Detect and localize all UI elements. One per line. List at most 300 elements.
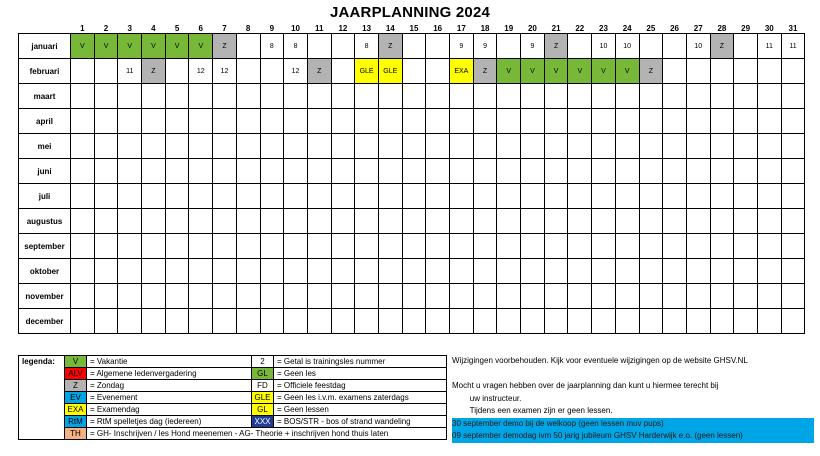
day-cell bbox=[236, 134, 260, 159]
day-cell bbox=[213, 84, 237, 109]
day-cell bbox=[473, 184, 497, 209]
legend-text: = Examendag bbox=[87, 404, 252, 416]
day-cell: V bbox=[165, 34, 189, 59]
day-cell bbox=[568, 309, 592, 334]
day-cell bbox=[544, 234, 568, 259]
month-label: mei bbox=[19, 134, 71, 159]
day-cell bbox=[781, 159, 805, 184]
day-cell bbox=[236, 34, 260, 59]
day-cell bbox=[734, 234, 758, 259]
day-cell bbox=[686, 209, 710, 234]
day-cell bbox=[473, 84, 497, 109]
day-header: 9 bbox=[269, 23, 275, 33]
day-cell bbox=[615, 209, 639, 234]
day-cell bbox=[378, 209, 402, 234]
day-cell bbox=[757, 134, 781, 159]
day-cell bbox=[521, 159, 545, 184]
day-header: 26 bbox=[670, 23, 679, 33]
day-cell bbox=[307, 259, 331, 284]
day-cell bbox=[71, 84, 95, 109]
day-cell bbox=[544, 259, 568, 284]
day-cell bbox=[781, 84, 805, 109]
day-header: 25 bbox=[646, 23, 656, 33]
day-cell bbox=[165, 159, 189, 184]
day-cell bbox=[378, 284, 402, 309]
day-cell bbox=[260, 84, 284, 109]
day-cell bbox=[189, 309, 213, 334]
day-cell: EXA bbox=[450, 59, 474, 84]
day-cell bbox=[521, 134, 545, 159]
info-note: Mocht u vragen hebben over de jaarplanning dan kunt u hiermee terecht bij bbox=[452, 381, 719, 390]
day-cell bbox=[710, 109, 734, 134]
legend-code: ALV bbox=[65, 368, 87, 380]
day-cell bbox=[142, 309, 166, 334]
day-cell: 11 bbox=[757, 34, 781, 59]
info-note: Tijdens een examen zijn er geen lessen. bbox=[452, 406, 613, 415]
day-cell bbox=[189, 234, 213, 259]
day-cell bbox=[568, 234, 592, 259]
day-header: 1 bbox=[80, 23, 85, 33]
day-cell bbox=[592, 259, 616, 284]
day-cell bbox=[568, 284, 592, 309]
day-cell bbox=[402, 109, 426, 134]
day-cell bbox=[165, 59, 189, 84]
legend-text: = Getal is trainingsles nummer bbox=[274, 356, 447, 368]
day-cell: Z bbox=[213, 34, 237, 59]
day-cell bbox=[663, 134, 687, 159]
day-cell bbox=[497, 184, 521, 209]
day-cell bbox=[213, 134, 237, 159]
day-cell bbox=[686, 184, 710, 209]
day-cell: V bbox=[497, 59, 521, 84]
day-cell: V bbox=[94, 34, 118, 59]
day-cell bbox=[592, 184, 616, 209]
day-cell bbox=[94, 284, 118, 309]
day-cell bbox=[378, 159, 402, 184]
legend-text: = Evenement bbox=[87, 392, 252, 404]
legend-code: GL bbox=[252, 404, 274, 416]
day-cell bbox=[307, 184, 331, 209]
day-cell bbox=[142, 284, 166, 309]
day-cell bbox=[734, 309, 758, 334]
day-cell: Z bbox=[639, 59, 663, 84]
day-cell bbox=[189, 259, 213, 284]
day-header: 10 bbox=[291, 23, 300, 33]
day-cell bbox=[355, 134, 379, 159]
day-cell bbox=[568, 209, 592, 234]
day-cell bbox=[592, 109, 616, 134]
day-cell bbox=[284, 184, 308, 209]
day-cell bbox=[639, 259, 663, 284]
day-cell bbox=[615, 159, 639, 184]
month-row-februari bbox=[19, 59, 805, 84]
day-cell bbox=[94, 309, 118, 334]
day-cell bbox=[260, 184, 284, 209]
month-label: september bbox=[19, 234, 71, 259]
day-cell bbox=[521, 84, 545, 109]
day-cell bbox=[568, 134, 592, 159]
day-cell bbox=[663, 34, 687, 59]
month-row-oktober bbox=[19, 259, 805, 284]
day-cell: 9 bbox=[521, 34, 545, 59]
day-cell bbox=[402, 284, 426, 309]
day-header: 21 bbox=[551, 23, 561, 33]
day-cell bbox=[142, 234, 166, 259]
day-cell bbox=[710, 184, 734, 209]
day-cell bbox=[710, 209, 734, 234]
legend-code: EV bbox=[65, 392, 87, 404]
day-cell bbox=[450, 284, 474, 309]
day-cell bbox=[473, 284, 497, 309]
day-cell bbox=[663, 209, 687, 234]
day-cell bbox=[307, 209, 331, 234]
day-cell bbox=[378, 259, 402, 284]
day-cell bbox=[378, 234, 402, 259]
day-cell bbox=[142, 184, 166, 209]
day-cell bbox=[284, 234, 308, 259]
day-cell bbox=[307, 284, 331, 309]
legend-text: = Geen les i.v.m. examens zaterdags bbox=[274, 392, 447, 404]
day-header: 7 bbox=[222, 23, 227, 33]
day-cell bbox=[284, 109, 308, 134]
day-cell bbox=[450, 159, 474, 184]
announcement-note: 30 september demo bij de welkoop (geen lessen muv pups) bbox=[452, 418, 814, 431]
day-cell bbox=[615, 259, 639, 284]
month-row-november bbox=[19, 284, 805, 309]
month-label: februari bbox=[19, 59, 71, 84]
day-cell bbox=[118, 234, 142, 259]
day-cell bbox=[544, 84, 568, 109]
day-cell bbox=[568, 184, 592, 209]
legend-row bbox=[19, 392, 447, 404]
day-cell bbox=[639, 209, 663, 234]
day-cell bbox=[142, 259, 166, 284]
day-cell bbox=[307, 159, 331, 184]
day-cell bbox=[426, 184, 450, 209]
day-cell bbox=[402, 84, 426, 109]
legend-text: = Geen lessen bbox=[274, 404, 447, 416]
day-cell bbox=[331, 209, 355, 234]
day-cell bbox=[236, 84, 260, 109]
legend-row bbox=[19, 356, 447, 368]
day-cell bbox=[355, 184, 379, 209]
day-cell bbox=[615, 309, 639, 334]
day-cell bbox=[165, 134, 189, 159]
day-cell bbox=[189, 159, 213, 184]
day-cell bbox=[568, 159, 592, 184]
month-row-juli bbox=[19, 184, 805, 209]
day-cell bbox=[757, 109, 781, 134]
legend-code: EXA bbox=[65, 404, 87, 416]
day-cell bbox=[757, 309, 781, 334]
day-cell bbox=[260, 259, 284, 284]
day-cell bbox=[686, 84, 710, 109]
day-cell bbox=[615, 184, 639, 209]
day-header: 18 bbox=[480, 23, 490, 33]
day-cell bbox=[473, 134, 497, 159]
day-cell bbox=[426, 34, 450, 59]
legend-spacer bbox=[19, 404, 65, 416]
day-cell bbox=[592, 134, 616, 159]
day-cell bbox=[521, 234, 545, 259]
day-cell bbox=[355, 259, 379, 284]
day-cell bbox=[94, 234, 118, 259]
legend-row bbox=[19, 380, 447, 392]
day-cell bbox=[615, 134, 639, 159]
day-cell bbox=[426, 259, 450, 284]
day-cell: 12 bbox=[284, 59, 308, 84]
day-cell bbox=[592, 159, 616, 184]
day-cell bbox=[450, 259, 474, 284]
day-cell bbox=[284, 134, 308, 159]
day-cell bbox=[118, 159, 142, 184]
day-cell bbox=[426, 209, 450, 234]
day-cell bbox=[497, 134, 521, 159]
day-cell bbox=[94, 184, 118, 209]
day-cell bbox=[307, 84, 331, 109]
day-cell bbox=[165, 209, 189, 234]
day-cell bbox=[331, 59, 355, 84]
month-row-april bbox=[19, 109, 805, 134]
day-cell bbox=[663, 109, 687, 134]
day-cell bbox=[402, 259, 426, 284]
day-cell bbox=[426, 134, 450, 159]
month-row-mei bbox=[19, 134, 805, 159]
day-cell bbox=[355, 209, 379, 234]
day-cell bbox=[734, 259, 758, 284]
day-cell bbox=[521, 259, 545, 284]
day-cell bbox=[757, 59, 781, 84]
day-header: 22 bbox=[575, 23, 585, 33]
month-label: maart bbox=[19, 84, 71, 109]
day-cell bbox=[521, 309, 545, 334]
day-header: 2 bbox=[103, 23, 109, 33]
day-cell bbox=[592, 309, 616, 334]
day-cell bbox=[615, 84, 639, 109]
day-header: 15 bbox=[409, 23, 419, 33]
day-cell bbox=[521, 109, 545, 134]
day-cell bbox=[781, 259, 805, 284]
day-cell bbox=[781, 209, 805, 234]
day-cell bbox=[236, 209, 260, 234]
day-cell bbox=[686, 109, 710, 134]
legend-row bbox=[19, 368, 447, 380]
day-cell bbox=[710, 234, 734, 259]
day-header: 20 bbox=[527, 23, 537, 33]
day-cell: GLE bbox=[355, 59, 379, 84]
day-cell bbox=[663, 159, 687, 184]
day-cell: V bbox=[592, 59, 616, 84]
day-cell bbox=[757, 84, 781, 109]
day-cell bbox=[71, 59, 95, 84]
legend-spacer bbox=[19, 392, 65, 404]
day-header: 6 bbox=[198, 23, 203, 33]
day-cell bbox=[331, 34, 355, 59]
day-cell bbox=[331, 234, 355, 259]
day-cell bbox=[734, 134, 758, 159]
day-cell bbox=[118, 309, 142, 334]
info-note: Wijzigingen voorbehouden. Kijk voor eventuele wijzigingen op de website GHSV.NL bbox=[452, 356, 748, 365]
day-cell: V bbox=[544, 59, 568, 84]
day-cell bbox=[71, 134, 95, 159]
day-cell bbox=[260, 159, 284, 184]
day-cell bbox=[686, 159, 710, 184]
day-header: 31 bbox=[788, 23, 798, 33]
day-cell bbox=[426, 109, 450, 134]
day-cell: GLE bbox=[378, 59, 402, 84]
day-cell bbox=[355, 234, 379, 259]
legend-text: = Geen les bbox=[274, 368, 447, 380]
day-cell bbox=[213, 184, 237, 209]
day-cell bbox=[497, 309, 521, 334]
day-cell bbox=[331, 134, 355, 159]
day-cell bbox=[331, 109, 355, 134]
day-cell bbox=[663, 259, 687, 284]
month-label: augustus bbox=[19, 209, 71, 234]
legend-code: RtM bbox=[65, 416, 87, 428]
day-cell bbox=[118, 209, 142, 234]
day-cell bbox=[94, 209, 118, 234]
legend-label: legenda: bbox=[19, 356, 65, 368]
day-cell bbox=[710, 134, 734, 159]
day-cell bbox=[118, 84, 142, 109]
day-cell bbox=[355, 284, 379, 309]
day-cell bbox=[307, 134, 331, 159]
day-cell bbox=[71, 309, 95, 334]
day-header: 5 bbox=[174, 23, 180, 33]
day-cell bbox=[307, 309, 331, 334]
day-cell bbox=[663, 184, 687, 209]
legend-code: XXX bbox=[252, 416, 274, 428]
legend-row bbox=[19, 404, 447, 416]
day-cell bbox=[639, 109, 663, 134]
day-cell bbox=[663, 84, 687, 109]
day-cell: Z bbox=[473, 59, 497, 84]
day-cell bbox=[189, 209, 213, 234]
day-cell: 12 bbox=[213, 59, 237, 84]
day-cell bbox=[284, 309, 308, 334]
day-header: 4 bbox=[151, 23, 156, 33]
day-cell bbox=[757, 284, 781, 309]
day-cell bbox=[639, 309, 663, 334]
day-cell bbox=[639, 159, 663, 184]
legend-table bbox=[18, 355, 447, 440]
legend-code: GLE bbox=[252, 392, 274, 404]
day-cell bbox=[71, 109, 95, 134]
legend-code: GL bbox=[252, 368, 274, 380]
day-cell bbox=[710, 159, 734, 184]
day-cell bbox=[615, 284, 639, 309]
day-cell bbox=[118, 109, 142, 134]
info-note: uw instructeur. bbox=[452, 393, 522, 403]
day-cell bbox=[94, 134, 118, 159]
day-cell bbox=[734, 34, 758, 59]
day-cell bbox=[307, 234, 331, 259]
day-cell bbox=[260, 109, 284, 134]
legend-row bbox=[19, 428, 447, 440]
day-cell bbox=[615, 109, 639, 134]
day-cell: 8 bbox=[284, 34, 308, 59]
day-cell bbox=[260, 209, 284, 234]
day-cell bbox=[165, 259, 189, 284]
day-cell bbox=[165, 184, 189, 209]
day-cell bbox=[734, 284, 758, 309]
day-cell: 11 bbox=[781, 34, 805, 59]
day-cell bbox=[236, 184, 260, 209]
legend-code: Z bbox=[65, 380, 87, 392]
day-cell bbox=[213, 309, 237, 334]
day-header: 14 bbox=[385, 23, 395, 33]
day-cell bbox=[236, 259, 260, 284]
day-cell bbox=[355, 84, 379, 109]
day-cell: V bbox=[615, 59, 639, 84]
grid-corner bbox=[19, 23, 71, 34]
day-cell: Z bbox=[142, 59, 166, 84]
day-cell: V bbox=[118, 34, 142, 59]
day-cell bbox=[734, 159, 758, 184]
day-cell bbox=[544, 134, 568, 159]
day-header: 3 bbox=[127, 23, 132, 33]
day-cell bbox=[142, 159, 166, 184]
day-cell bbox=[639, 234, 663, 259]
day-cell bbox=[426, 159, 450, 184]
day-cell bbox=[757, 234, 781, 259]
day-cell bbox=[497, 284, 521, 309]
day-cell bbox=[402, 184, 426, 209]
day-cell bbox=[189, 184, 213, 209]
day-cell bbox=[260, 309, 284, 334]
day-cell bbox=[165, 84, 189, 109]
info-note bbox=[452, 368, 814, 381]
day-cell bbox=[71, 259, 95, 284]
day-header: 19 bbox=[504, 23, 514, 33]
day-cell bbox=[592, 84, 616, 109]
day-cell: 10 bbox=[592, 34, 616, 59]
day-cell bbox=[497, 234, 521, 259]
day-cell: Z bbox=[710, 34, 734, 59]
day-cell bbox=[686, 309, 710, 334]
day-cell bbox=[94, 84, 118, 109]
day-cell bbox=[118, 134, 142, 159]
day-cell: 10 bbox=[686, 34, 710, 59]
day-cell bbox=[213, 209, 237, 234]
day-cell bbox=[426, 284, 450, 309]
day-cell bbox=[213, 109, 237, 134]
day-cell bbox=[639, 84, 663, 109]
day-cell bbox=[473, 109, 497, 134]
day-cell bbox=[402, 309, 426, 334]
day-cell bbox=[189, 134, 213, 159]
day-cell bbox=[142, 209, 166, 234]
day-cell bbox=[284, 84, 308, 109]
day-cell bbox=[497, 159, 521, 184]
day-cell: V bbox=[71, 34, 95, 59]
day-cell: V bbox=[568, 59, 592, 84]
day-header: 29 bbox=[741, 23, 751, 33]
day-header: 24 bbox=[622, 23, 632, 33]
day-header: 8 bbox=[245, 23, 251, 33]
day-cell bbox=[710, 284, 734, 309]
day-cell bbox=[615, 234, 639, 259]
legend-code: V bbox=[65, 356, 87, 368]
day-cell bbox=[331, 184, 355, 209]
month-row-juni bbox=[19, 159, 805, 184]
month-row-december bbox=[19, 309, 805, 334]
day-header: 17 bbox=[456, 23, 466, 33]
legend-code: TH bbox=[65, 428, 87, 440]
day-cell bbox=[331, 309, 355, 334]
day-cell bbox=[497, 209, 521, 234]
